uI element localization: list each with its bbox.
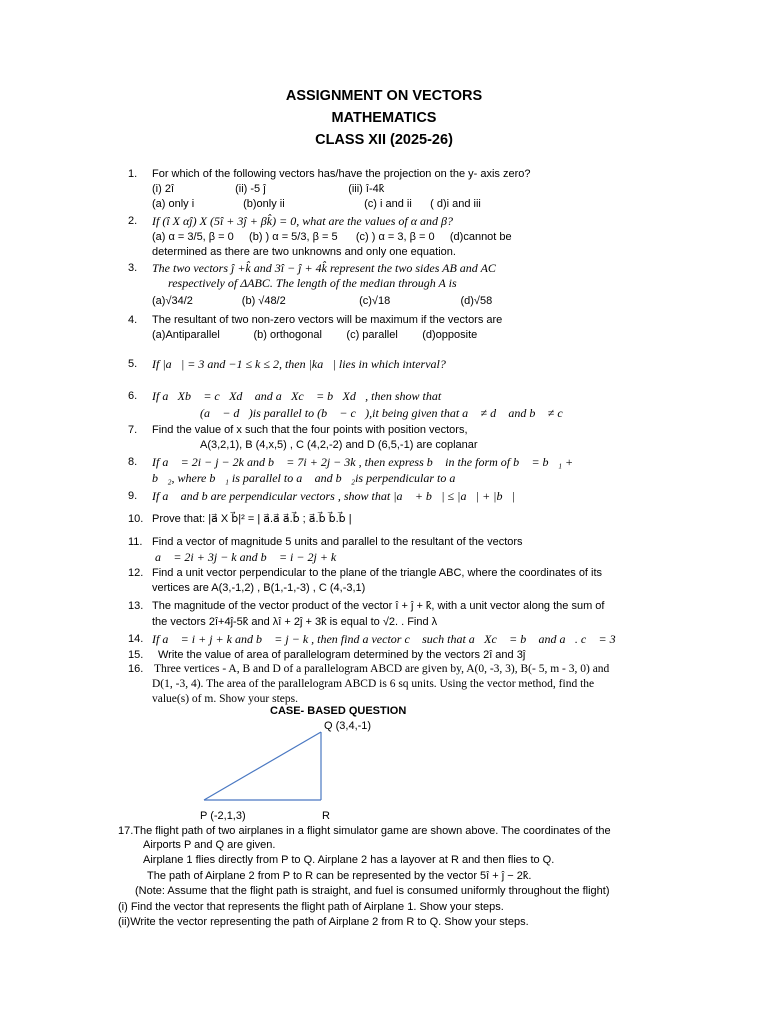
question-9-line: If a⃗ and b are perpendicular vectors , show that |a⃗ + b⃗| ≤ |a⃗| + |b⃗|	[152, 489, 516, 503]
question-16-line-end: value(s) of m. Show your steps.	[152, 693, 298, 705]
question-number: 16.	[128, 663, 144, 675]
question-7-line-cont: A(3,2,1), B (4,x,5) , C (4,2,-2) and D (6,5,-1) are coplanar	[200, 439, 478, 451]
question-number: 9.	[128, 490, 138, 502]
question-number: 2.	[128, 215, 138, 227]
question-8-line: If a⃗ = 2i − j − 2k and b⃗ = 7i + 2j − 3k , then express b⃗ in the form of b⃗ = b⃗₁ +	[152, 455, 574, 469]
question-11-line: Find a vector of magnitude 5 units and parallel to the resultant of the vectors	[152, 536, 523, 548]
case-question-line: Airplane 1 flies directly from P to Q. Airplane 2 has a layover at R and then flies to Q.	[143, 854, 555, 866]
question-2-choices: (a) α = 3/5, β = 0 (b) ) α = 5/3, β = 5 (c) ) α = 3, β = 0 (d)cannot be	[152, 231, 512, 243]
question-13-line: The magnitude of the vector product of the vector î + ĵ + k̂, with a unit vector along the sum of	[152, 600, 605, 612]
case-question-line: (Note: Assume that the flight path is straight, and fuel is consumed uniformly throughout the flight)	[135, 885, 610, 897]
question-number: 7.	[128, 424, 138, 436]
path-p-to-q	[204, 732, 321, 800]
question-number: 15.	[128, 649, 144, 661]
question-3-line: The two vectors ĵ +k̂ and 3î − ĵ + 4k̂ represent the two sides AB and AC	[152, 261, 496, 275]
question-13-line-cont: the vectors 2î+4ĵ-5k̂ and λî + 2ĵ + 3k̂ is equal to √2. . Find λ	[152, 616, 438, 628]
question-6-line: If a⃗Xb⃗ = c⃗Xd⃗ and a⃗Xc⃗ = b⃗Xd⃗, then show that	[152, 389, 442, 403]
case-subquestion-i: (i) Find the vector that represents the flight path of Airplane 1. Show your steps.	[118, 901, 504, 913]
question-1-options: (i) 2î (ii) -5 ĵ (iii) î-4k̂	[152, 183, 385, 195]
label-point-p: P (-2,1,3)	[200, 810, 246, 822]
question-3-choices: (a)√34/2 (b) √48/2 (c)√18 (d)√58	[152, 295, 493, 307]
question-number: 3.	[128, 262, 138, 274]
question-1-line: For which of the following vectors has/have the projection on the y- axis zero?	[152, 168, 531, 180]
question-4-choices: (a)Antiparallel (b) orthogonal (c) parallel (d)opposite	[152, 329, 478, 341]
label-point-r: R	[322, 810, 330, 822]
question-number: 13.	[128, 600, 144, 612]
case-question-line: The path of Airplane 2 from P to R can be represented by the vector 5î + ĵ − 2k̂.	[147, 870, 532, 882]
question-14-line: If a⃗ = i + j + k and b⃗ = j − k , then find a vector c⃗ such that a⃗Xc⃗ = b⃗ and a⃗. c⃗ = 3	[152, 632, 616, 646]
question-2-choices-cont: determined as there are two unknowns and only one equation.	[152, 246, 456, 258]
title-line-1: ASSIGNMENT ON VECTORS	[285, 88, 483, 104]
question-number: 4.	[128, 314, 138, 326]
question-10-line: Prove that: |a⃗ X b⃗|² = | a⃗.a⃗ a⃗.b⃗ ; a⃗.b⃗ b⃗.b⃗ |	[152, 513, 352, 525]
question-2-line: If (î X αĵ) X (5î + 3ĵ + βk̂) = 0, what are the values of α and β?	[152, 214, 454, 228]
question-number: 5.	[128, 358, 138, 370]
title-line-2: MATHEMATICS	[331, 110, 437, 126]
question-number: 10.	[128, 513, 144, 525]
question-15-line: Write the value of area of parallelogram determined by the vectors 2î and 3ĵ	[158, 649, 526, 661]
question-7-line: Find the value of x such that the four points with position vectors,	[152, 424, 468, 436]
question-number: 12.	[128, 567, 144, 579]
question-4-line: The resultant of two non-zero vectors will be maximum if the vectors are	[152, 314, 503, 326]
question-3-line-cont: respectively of ΔABC. The length of the median through A is	[168, 276, 457, 290]
question-12-line-cont: vertices are A(3,-1,2) , B(1,-1,-3) , C (4,-3,1)	[152, 582, 366, 594]
case-question-line: 17.The flight path of two airplanes in a flight simulator game are shown above. The coordinates of the	[118, 825, 611, 837]
question-number: 6.	[128, 390, 138, 402]
question-16-line: Three vertices - A, B and D of a parallelogram ABCD are given by, A(0, -3, 3), B(- 5, m - 3, 0) and	[154, 663, 610, 675]
question-6-line-cont: (a⃗ − d⃗)is parallel to (b⃗ − c⃗),it being given that a⃗ ≠ d⃗ and b⃗ ≠ c⃗	[200, 406, 572, 420]
question-5-line: If |a⃗| = 3 and −1 ≤ k ≤ 2, then |ka⃗| lies in which interval?	[152, 357, 446, 371]
question-number: 8.	[128, 456, 138, 468]
question-12-line: Find a unit vector perpendicular to the plane of the triangle ABC, where the coordinates of its	[152, 567, 603, 579]
question-number: 1.	[128, 168, 138, 180]
case-heading: CASE- BASED QUESTION	[270, 705, 407, 717]
question-1-choices: (a) only i (b)only ii (c) i and ii ( d)i and iii	[152, 198, 481, 210]
question-11-line-cont: a⃗ = 2i + 3j − k and b⃗ = i − 2j + k	[155, 550, 337, 564]
label-point-q: Q (3,4,-1)	[324, 720, 372, 732]
title-line-3: CLASS XII (2025-26)	[315, 132, 453, 148]
case-subquestion-ii: (ii)Write the vector representing the path of Airplane 2 from R to Q. Show your steps.	[118, 916, 529, 928]
question-8-line-cont: b⃗₂, where b⃗₁ is parallel to a⃗ and b⃗₂is perpendicular to a⃗	[152, 471, 465, 485]
question-number: 14.	[128, 633, 144, 645]
case-question-line: Airports P and Q are given.	[143, 839, 276, 851]
question-number: 11.	[128, 536, 143, 548]
question-16-line-cont: D(1, -3, 4). The area of the parallelogram ABCD is 6 sq units. Using the vector method, find the	[152, 678, 595, 690]
